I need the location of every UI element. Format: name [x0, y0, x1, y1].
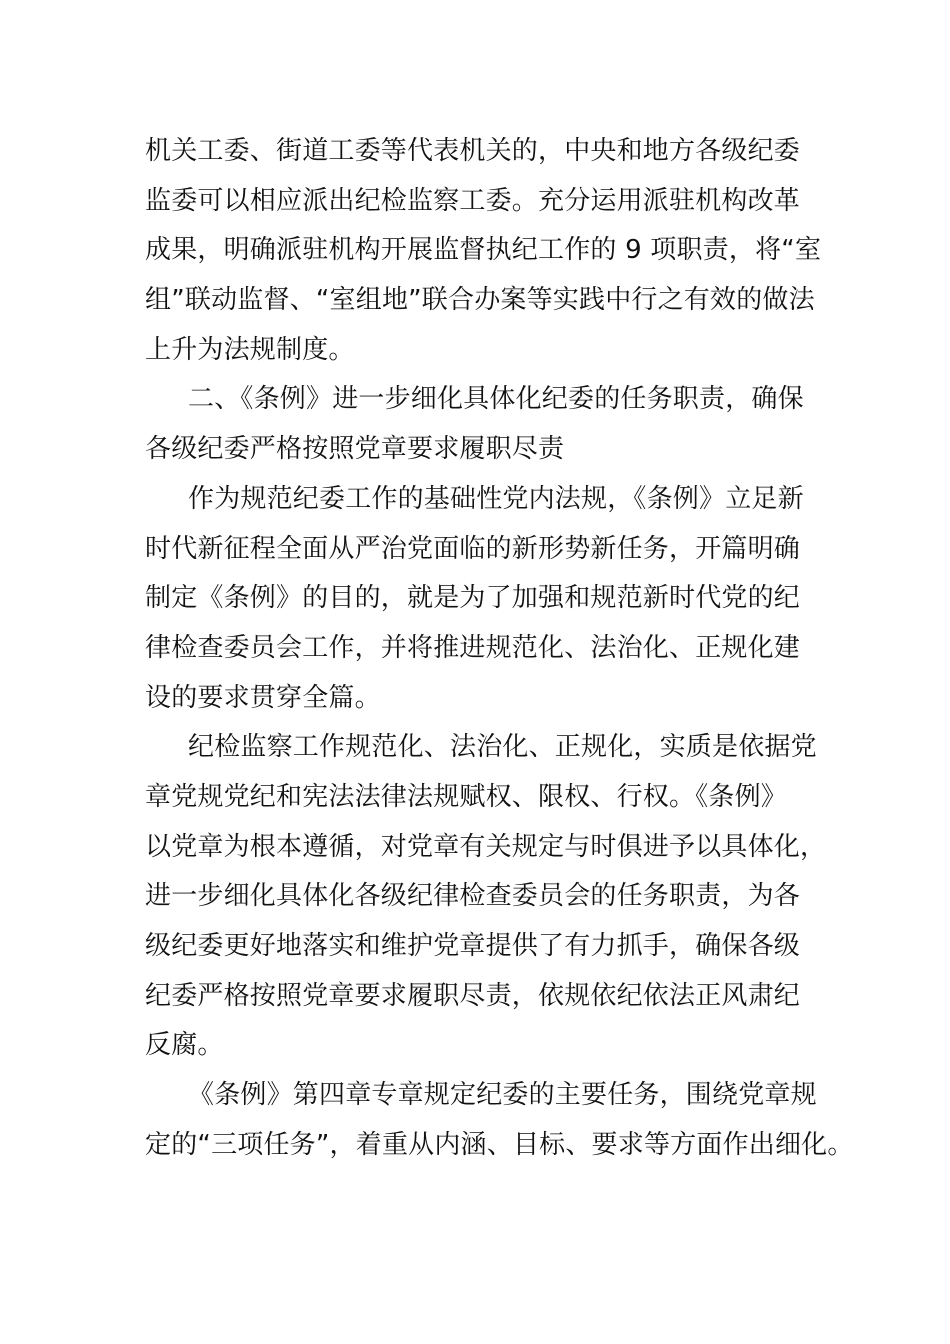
section-heading-line: 各级纪委严格按照党章要求履职尽责: [145, 434, 565, 465]
text-line: 纪检监察工作规范化、法治化、正规化，实质是依据党: [188, 732, 817, 763]
text-line: 上升为法规制度。: [145, 334, 355, 365]
text-line: 作为规范纪委工作的基础性党内法规，《条例》立足新: [188, 483, 804, 514]
text-line: 律检查委员会工作，并将推进规范化、法治化、正规化建: [145, 632, 801, 663]
text-line: 纪委严格按照党章要求履职尽责，依规依纪依法正风肃纪: [145, 980, 801, 1011]
text-line: 组”联动监督、“室组地”联合办案等实践中行之有效的做法: [145, 285, 815, 316]
text-line: 设的要求贯穿全篇。: [145, 682, 381, 713]
text-line: 反腐。: [145, 1030, 224, 1061]
text-line: 进一步细化具体化各级纪律检查委员会的任务职责，为各: [145, 881, 801, 912]
text-line: 章党规党纪和宪法法律法规赋权、限权、行权。《条例》: [145, 781, 788, 812]
text-line: 定的“三项任务”，着重从内涵、目标、要求等方面作出细化。: [145, 1129, 854, 1160]
text-line: 级纪委更好地落实和维护党章提供了有力抓手，确保各级: [145, 931, 801, 961]
body-text: [145, 127, 854, 1170]
section-heading-line: 二、《条例》进一步细化具体化纪委的任务职责，确保: [188, 384, 804, 415]
text-line: 成果，明确派驻机构开展监督执纪工作的 9 项职责，将“室: [145, 235, 822, 266]
text-line: 《条例》第四章专章规定纪委的主要任务，围绕党章规: [188, 1080, 817, 1111]
text-line: 时代新征程全面从严治党面临的新形势新任务，开篇明确: [145, 533, 801, 564]
text-line: 监委可以相应派出纪检监察工委。充分运用派驻机构改革: [145, 185, 801, 216]
text-line: 制定《条例》的目的，就是为了加强和规范新时代党的纪: [145, 583, 801, 614]
text-line: 机关工委、街道工委等代表机关的，中央和地方各级纪委: [145, 136, 801, 166]
text-line: 以党章为根本遵循，对党章有关规定与时俱进予以具体化，: [145, 831, 827, 862]
